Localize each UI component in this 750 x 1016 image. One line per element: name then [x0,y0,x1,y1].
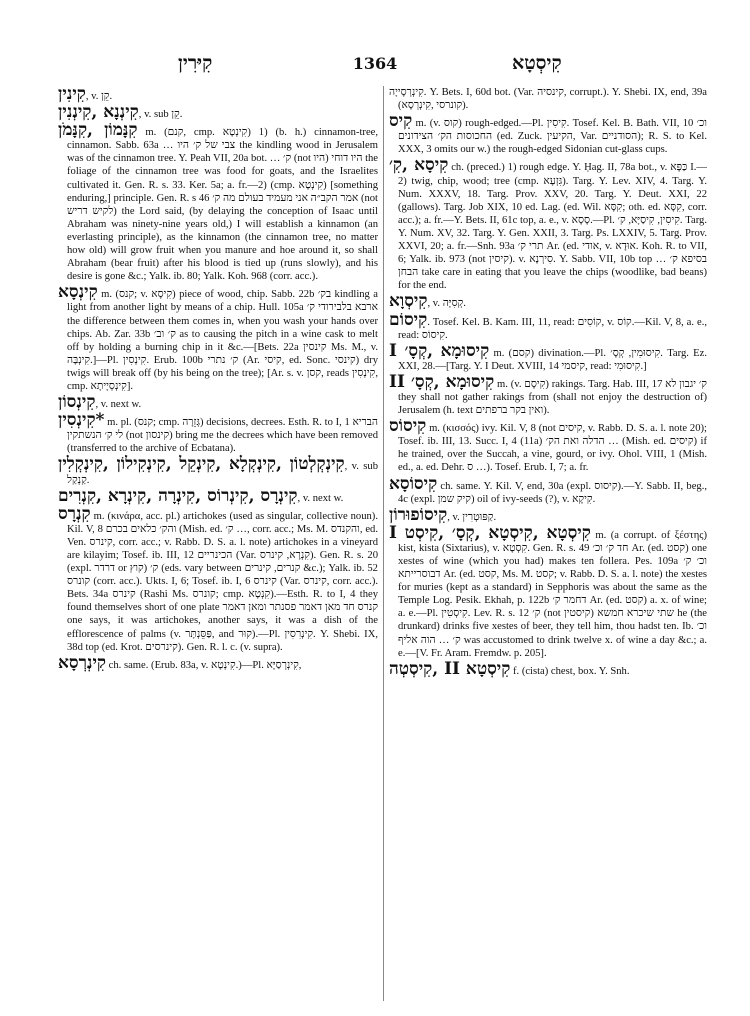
entry-definition: . Tosef. Kel. B. Kam. III, 11, read: קוֹסִים, v. קוֹס.—Kil. V, 8, a. e., read: קִיסוֹס. [398,316,707,341]
entry-definition: , v. קְסִיָּה. [427,298,466,310]
dictionary-entry [389,293,707,310]
entry-definition: , v. next w. [297,492,344,504]
dictionary-entry [389,371,707,417]
entry-definition: , v. sub קֵן. [138,109,183,121]
entry-definition: m. (קנס; v. קִיסָא) piece of wood, chip. Sabb. 22b בק׳ kindling a light from another light by means of a chip. Hull. 105a ארבא בלבירודי ק׳ the difference between them comes in, when you wash your hands over chips. Ab. Zar. 33b ק׳ וב׳ as to causing the pitch in a wine cask to melt off by holding a burning chip in it &c.—[Bets. 22a קינסין Ms. M., v. קִינְבָּה.]—Pl. קִינְסִין. Erub. 100b ק׳ נתרי (Ar. קיסי, ed. Sonc. קינסי) dry twigs will break off (by his being on the tree); [Ar. s. v. קסן, reads קִינְסִין, cmp. קִינְסְיָיתָא]. [67,289,378,392]
dictionary-entry [58,503,378,654]
entry-definition: m. (קסם) divination.—Pl. קִיסוּמִין, קְסָ׳. Targ. Ez. XXI, 28.—[Targ. Y. I Deut. XVIII, 14 קיסמי, read: קִיסוּמִי.] [398,347,707,372]
entry-headword: קִינְרְסָא [58,652,107,673]
entry-definition: קִינְרְסָייָה. Y. Bets. I, 60d bot. (Var. קינסיה, corrupt.). Y. Shebi. IX, end, 39a (קונרסי ,קִינְרְסָא). [389,87,707,112]
entry-headword: קִיסוּמָא ,קְסָ׳ II [389,371,495,392]
entry-headword: קִינְסוֹן [58,392,96,413]
dictionary-entry [389,522,707,660]
dictionary-entry [389,504,707,525]
entry-definition: m. (v. קִיסָם) rakings. Targ. Hab. III, 17 ק׳ יגבון לא they shall not gather rakings from (shall not enjoy the destruction of) Jerusalem (h. text ואין בקר ברפתים). [398,378,707,417]
entry-headword: קִיסָא ,קִ׳ [389,155,449,176]
entry-definition: m. pl. (קנס; cmp. גְּזֵרָה) decisions, decrees. Esth. R. to I, 1 הבריא לי ק׳ הנשתקין (not קינסון) bring me the decrees which have been removed (transferred to the archive of Ecbatana). [67,417,378,455]
entry-headword: קִיסוֹסָא [389,473,438,494]
dictionary-entry [58,485,378,506]
dictionary-entry [389,309,707,342]
dictionary-entry [58,104,378,121]
entry-headword: קִינְקְלְטוֹן ,קִינְקְלָא ,קִינְקֵל ,קִינְקִילוֹן ,קִינְקְלִין [58,454,345,475]
entry-headword: קִיסוֹס [389,416,427,437]
entry-headword: קִיסוֹפוּרוֹן [389,504,448,525]
dictionary-entry [58,86,378,103]
right-column [389,86,707,1006]
entry-definition: ch. (preced.) 1) rough edge. Y. Ḥag. II, 78a bot., v. כַּפָּא I.—2) twig, chip, wood; tree (cmp. גִּזְעָא). Targ. Y. Lev. XIV, 4. Targ. Y. Num. XXXV, 18. Targ. Prov. XXV, 20. Targ. Y. Deut. XXI, 22 (gallows). Targ. Job XIX, 10 ed. Lag. (ed. Wil. קִסָּא; oth. ed. קִסָּא, corr. acc.); a. fr.—Y. Bets. II, 61c top, a. e., v. סָסָא.—Pl. קִיסִין, קִיסַיָּא, ק׳. Targ. Y. Num. XV, 32. Targ. Y. Gen. XXII, 3. Targ. Ps. LXXIV, 5. Targ. Prov. XXVI, 20; a. fr.—Snh. 93a תרי ק׳ Ar. (ed. אודי, v. אוּדָא. Koh. R. to VII, 6; Yalk. ib. 973 (not קיסין). v. סִירְנָא. Y. Sabb. VII, 10b top בסיפא ק׳ … הבחן take care in eating that you leave the chips (woodlike, bad beans) for the end. [398,162,707,292]
entry-definition: m. (קנם, cmp. קִינְטָא) 1) (b. h.) cinnamon-tree, cinnamon. Sabb. 63a … צבי של ק׳ היו the kindling wood in Jerusalem was of the cinnamon tree. Y. Peah VII, 20a bot. … ק׳ (not היו) היו דוחי the foliage of the cinnamon tree was food for goats, and the Israelites cultivated it. Gen. R. s. 33. Ker. 5a; a. fr.—2) (cmp. קִינְטָא) [something enduring,] principle. Gen. R. s 46 אמר הקב״ה אני מעמיד בעולם מה ק׳ (not לקיש דריש) the Lord said, (by delaying the conception of Isaac until Abraham was ninety-nine years old,) I will establish a kinnamon (an everlasting principle), as the kinnamon (the cinnamon tree, no matter how old) will grow fruit when you manure and hoe around it, so shall Abraham (bear fruit) after his blood is tied up (runs slowly), and his desire is gone &c.; Yalk. ib. 80; Yalk. Koh. 968 (corr. acc.). [67,127,378,283]
dictionary-entry [58,394,378,411]
entry-definition: f. (cista) chest, box. Y. Snh. [510,665,630,677]
entry-headword: קִיסְטָא II ,קִיסְטְה [389,658,511,679]
entry-definition: m. (a corrupt. of ξέστης) kist, kista (Sixtarius), v. קִסְטָא. Gen. R. s. 49 חד ק׳ וכ׳ Ar. (ed. קסט) one xestes of wine (which you had) makes ten follera. Pes. 109a וכ׳ ק׳ דבוסרייתא Ar. (ed. קסט, Ms. M. קסט; v. Rabb. D. S. a. l. note) the xestes for muries (kept as a standard) in Sepphoris was about the same as the Temple Log. Pesik. Ekhah, p. 122b דחמר ק׳ Ar. (ed. קסט) a. x. of wine; a. e.—Pl. קִיסְטִין. Lev. R. s. 12 ק׳ (not קיסטין) שתי שיכרא חמשא he (the drunkard) drinks five xestes of beer, they tell him, thou hadst ten. Ib. וכ׳ ק׳ … הוה אליף was accustomed to drink twelve x. of wine a day &c.; a. e.—[V. Fr. Aram. Fremdw. p. 205]. [398,529,707,659]
entry-headword: קִינְרָס ,קִינְרוֹס ,קִינְרָה ,קִינְרָא ,קִנְרִים [58,485,298,506]
entry-headword: קִינְסָא [58,282,98,303]
entry-headword: קִנָּמוֹן ,קִנָּמֹן [58,120,138,141]
column-divider [383,86,384,1001]
dictionary-entry [389,473,707,506]
entry-headword: קִיסְוָא [389,291,428,312]
entry-definition: , v. sub קַנְקַל. [67,461,378,486]
entry-definition: , v. next w. [95,399,142,411]
dictionary-entry [58,122,378,283]
dictionary-entry [389,86,707,112]
entry-definition: m. (κισσός) ivy. Kil. V, 8 (not קיסים, v. Rabb. D. S. a. l. note 20); Tosef. ib. III, 13. Succ. I, 4 (11a) הדלה ואת הק׳ … (Mish. ed. קיסים) if he trained, over the Succah, a vine, gourd, or ivy. Ohol. VIII, 1 (Mish. ed., a. ed. Dehr. ס …). Tosef. Erub. I, 7; a. fr. [398,423,707,474]
entry-headword: קִיסוֹם [389,309,428,330]
dictionary-entry [389,340,707,373]
entry-headword: קִינִין [58,86,86,104]
left-column [58,86,378,1006]
dictionary-entry [58,412,378,455]
page-number: 1364 [352,54,398,73]
header-right-word: קִיסְטָא [512,52,562,74]
dictionary-entry [58,652,378,673]
entry-definition: m. (v. קוס) rough-edged.—Pl. קִיסִין. Tosef. Kel. B. Bath. VII, 10 וכ׳ החכוסות הק׳ הצידונים (ed. Zuck. הקיעין, Var. הסודניים); R. S. to Kel. XXX, 3 omits our w.) the rough-edged Sidonian cut-glass cups. [398,118,707,156]
entry-headword: קִנְרָס [58,503,91,524]
entry-definition: , v. קַפּוּטְרִין. [447,511,497,523]
dictionary-entry [58,456,378,486]
dictionary-entry [389,658,707,679]
entry-headword: קִיסְטָא ,קִיסְטָא ,קְסָ׳ ,קִיסְט I [389,522,591,543]
entry-definition: ch. same. (Erub. 83a, v. קִינְטָא.)—Pl. קִינְרְסַיָּא, [106,659,302,671]
entry-headword: קִיסוּמָא ,קְסָ׳ I [389,340,490,361]
dictionary-entry [389,418,707,474]
entry-headword: *קִינְסִין [58,410,105,431]
entry-definition: , v. קֵן. [85,91,113,102]
entry-headword: קִינְנָא ,קִינְנִין [58,102,139,123]
entry-definition: ch. same. Y. Kil. V, end, 30a (expl. קיסוס).—Y. Sabb. II, beg., 4c (expl. קיק שמן) oil of ivy-seeds (?), v. קִיקָא. [398,480,707,505]
dictionary-entry [58,284,378,393]
entry-headword: קִיס [389,111,413,132]
running-header [0,52,750,82]
dictionary-entry [389,157,707,292]
dictionary-entry [389,113,707,156]
header-left-word: קִיּרִין [178,52,213,74]
entry-definition: m. (κινάρα, acc. pl.) artichokes (used as singular, collective noun). Kil. V, 8 והק׳ כלאים בכרם (Mish. ed. ק׳ …, corr. acc.; Ms. M. והקנדס, ed. Ven. קינרס, corr. acc.; v. Rabb. D. S. a. l. note) artichokes in a vineyard are kilayim; Tosef. ib. III, 12 הכינריים (Var. קִנְרָא, קינרס). Gen. R. s. 20 (expl. דרדר or קוץ) ק׳ (eds. vary between קנרים, קינרים &c.); Yalk. ib. 52 קונרס (corr. acc.). Ukts. I, 6; Tosef. ib. I, 6 קינרס (Var. קינרס, corr. acc.). Bets. 34a קינרס (Rashi Ms. קונרס; cmp. קִנְטָא).—Esth. R. to I, 4 they found themselves short of one plate קנרס חד מאן דאמר פסנתר ומאן דאמר one says, it was artichokes, another says, it was a dish of the efflorescence of palms (v. פַּסֵּנְתָּר, and קוּר).—Pl. קִינְרִסִין. Y. Shebi. IX, 38d top (ed. Krot. קינרסים). Gen. R. l. c. (v. supra). [67,510,378,653]
